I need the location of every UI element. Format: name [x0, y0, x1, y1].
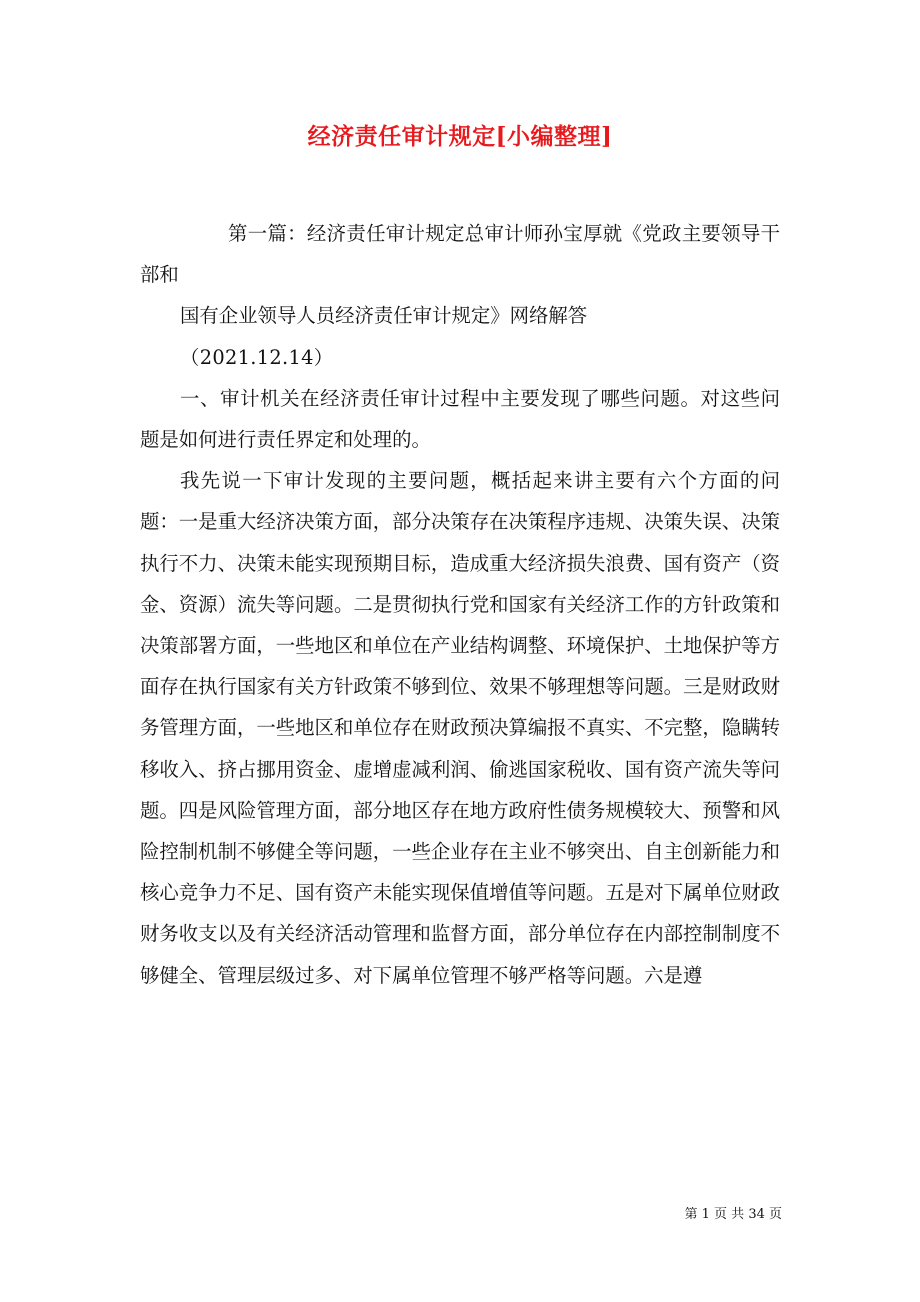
paragraph-heading: 第一篇：经济责任审计规定总审计师孙宝厚就《党政主要领导干部和 [140, 222, 780, 287]
page-number: 第 1 页 共 34 页 [684, 1207, 782, 1222]
paragraph-question: 一、审计机关在经济责任审计过程中主要发现了哪些问题。对这些问题是如何进行责任界定和处理的。 [140, 386, 780, 452]
paragraph-heading-continued: 国有企业领导人员经济责任审计规定》网络解答 [180, 304, 588, 328]
document-title: 经济责任审计规定[小编整理] [307, 123, 613, 150]
paragraph-answer: 我先说一下审计发现的主要问题，概括起来讲主要有六个方面的问题：一是重大经济决策方面，部分决策存在决策程序违规、决策失误、决策执行不力、决策未能实现预期目标，造成重大经济损失浪费、国有资产（资金、资源）流失等问题。二是贯彻执行党和国家有关经济工作的方针政策和决策部署方面，一些地区和单位在产业结构调整、环境保护、土地保护等方面存在执行国家有关方针政策不够到位、效果不够理想等问题。三是财政财务管理方面，一些地区和单位存在财政预决算编报不真实、不完整，隐瞒转移收入、挤占挪用资金、虚增虚减利润、偷逃国家税收、国有资产流失等问题。四是风险管理方面，部分地区存在地方政府性债务规模较大、预警和风险控制机制不够健全等问题，一些企业存在主业不够突出、自主创新能力和核心竞争力不足、国有资产未能实现保值增值等问题。五是对下属单位财政财务收支以及有关经济活动管理和监督方面，部分单位存在内部控制制度不够健全、管理层级过多、对下属单位管理不够严格等问题。六是遵 [140, 469, 780, 987]
paragraph-date: （2021.12.14） [180, 345, 334, 369]
document-body [140, 213, 780, 996]
